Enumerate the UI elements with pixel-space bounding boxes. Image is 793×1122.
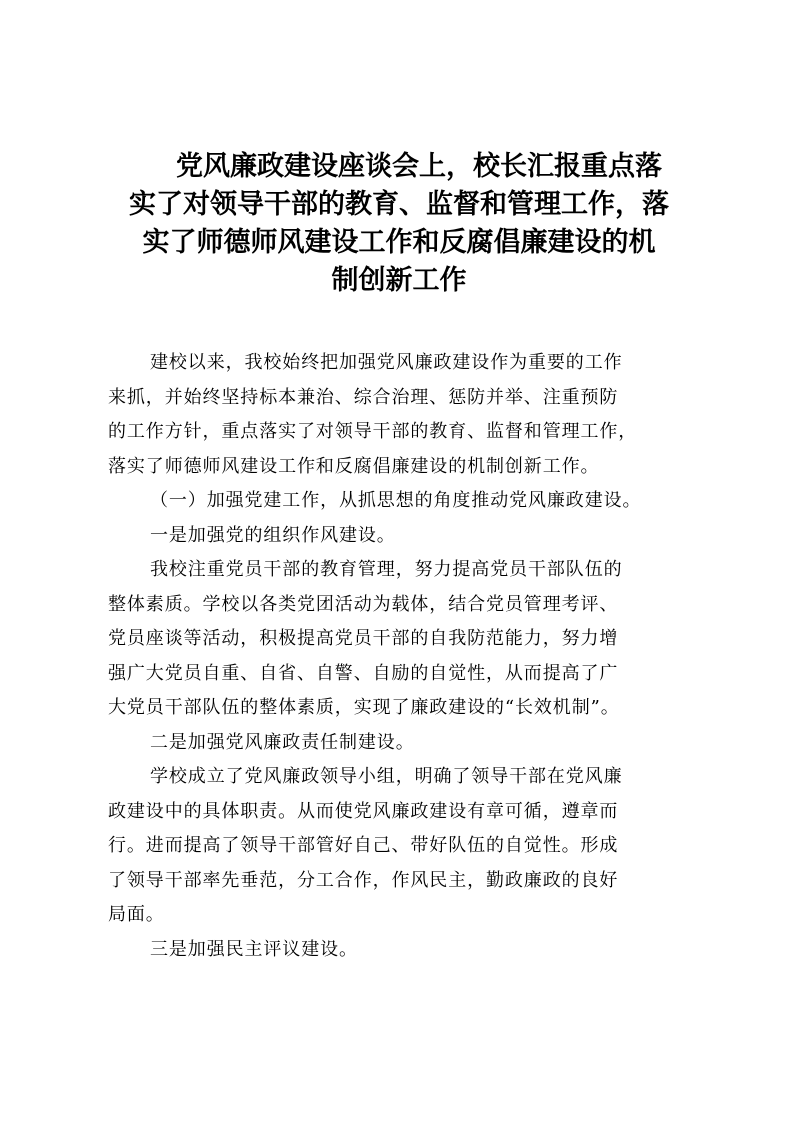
body-line: 大党员干部队伍的整体素质，实现了廉政建设的“长效机制”。 bbox=[108, 697, 620, 718]
body-line: 的工作方针，重点落实了对领导干部的教育、监督和管理工作， bbox=[108, 421, 638, 442]
body-line: 政建设中的具体职责。从而使党风廉政建设有章可循，遵章而 bbox=[108, 800, 619, 822]
body-line: 局面。 bbox=[108, 904, 165, 925]
title-line-3: 实了师德师风建设工作和反腐倡廉建设的机 bbox=[142, 227, 656, 258]
document-body bbox=[108, 346, 690, 967]
title-line-2: 实了对领导干部的教育、监督和管理工作，落 bbox=[129, 189, 669, 220]
body-line: 党员座谈等活动，积极提高党员干部的自我防范能力，努力增 bbox=[108, 628, 619, 649]
body-line: 整体素质。学校以各类党团活动为载体，结合党员管理考评、 bbox=[108, 593, 619, 615]
body-line: 行。进而提高了领导干部管好自己、带好队伍的自觉性。形成 bbox=[108, 835, 619, 856]
title-line-1: 党风廉政建设座谈会上，校长汇报重点落 bbox=[176, 151, 662, 182]
body-line: 学校成立了党风廉政领导小组，明确了领导干部在党风廉 bbox=[150, 766, 623, 787]
body-line: 我校注重党员干部的教育管理，努力提高党员干部队伍的 bbox=[150, 559, 623, 580]
body-line: 强广大党员自重、自省、自警、自励的自觉性，从而提高了广 bbox=[108, 662, 619, 684]
document-title bbox=[108, 148, 690, 300]
body-line: 落实了师德师风建设工作和反腐倡廉建设的机制创新工作。 bbox=[108, 455, 600, 477]
subsection-heading: 三是加强民主评议建设。 bbox=[150, 938, 358, 960]
subsection-heading: 二是加强党风廉政责任制建设。 bbox=[150, 731, 415, 753]
body-line: 建校以来，我校始终把加强党风廉政建设作为重要的工作 bbox=[150, 352, 623, 373]
body-line: 了领导干部率先垂范，分工合作，作风民主，勤政廉政的良好 bbox=[108, 869, 619, 891]
title-line-4: 制创新工作 bbox=[331, 265, 467, 296]
section-heading: （一）加强党建工作，从抓思想的角度推动党风廉政建设。 bbox=[150, 490, 642, 511]
body-line: 来抓，并始终坚持标本兼治、综合治理、惩防并举、注重预防 bbox=[108, 386, 619, 408]
subsection-heading: 一是加强党的组织作风建设。 bbox=[150, 524, 396, 546]
